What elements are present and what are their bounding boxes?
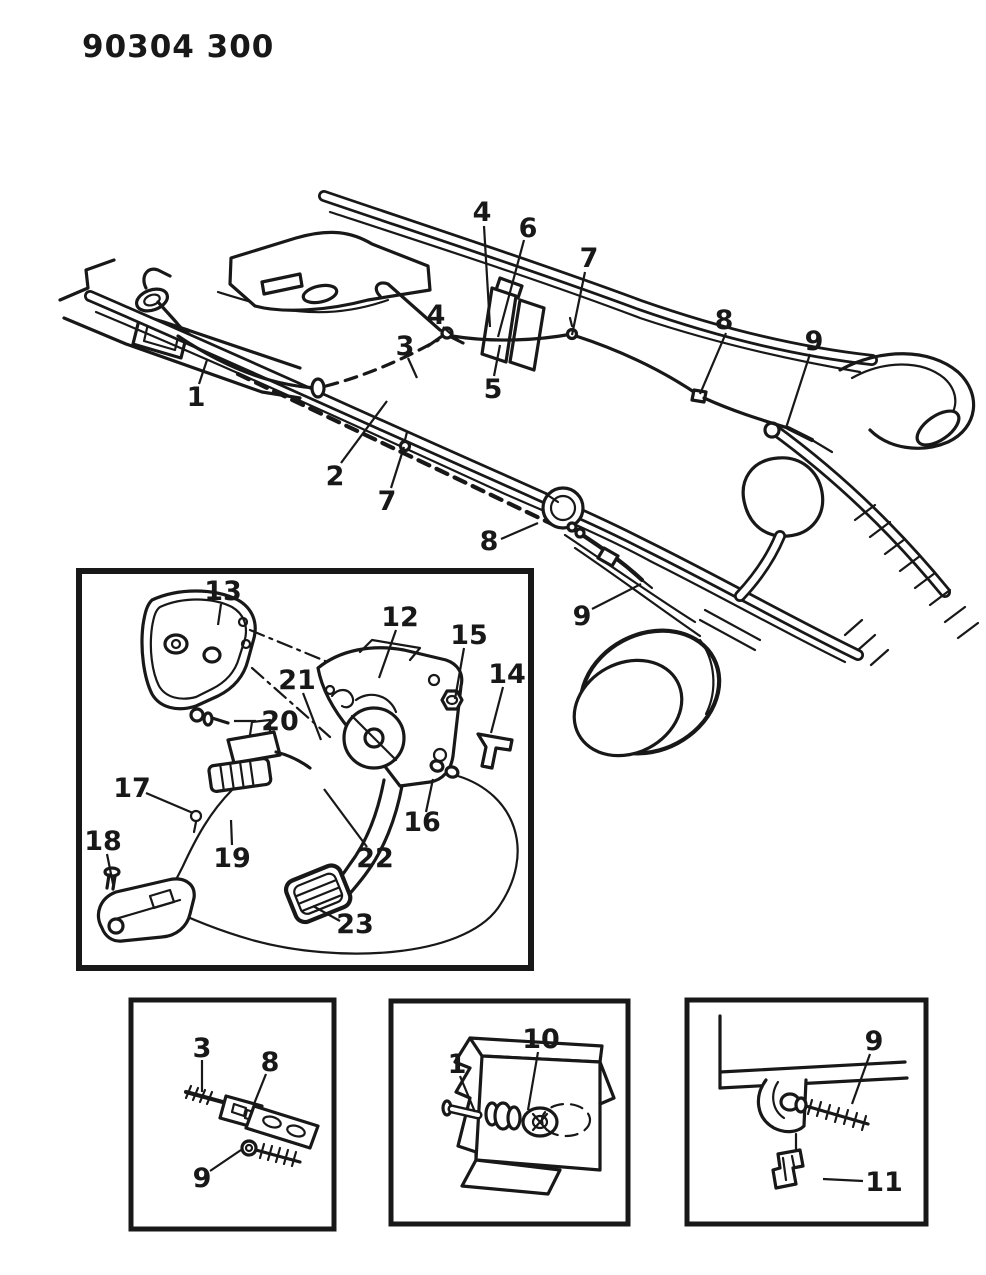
callout-box1-9: 9	[192, 1163, 212, 1194]
callout-4b: 4	[426, 300, 446, 331]
leader-14	[491, 687, 503, 733]
axle-housing	[740, 458, 823, 596]
retainer-clip	[773, 1150, 803, 1188]
callout-20: 20	[261, 706, 299, 737]
leader-17	[146, 793, 193, 813]
leader-19	[231, 820, 232, 845]
bracket-clip	[478, 734, 512, 768]
leader-9b	[592, 584, 641, 609]
callout-23: 23	[336, 909, 374, 940]
callout-box2-10: 10	[522, 1024, 560, 1055]
callout-box3-9: 9	[864, 1026, 884, 1057]
callout-19: 19	[213, 843, 251, 874]
mid-crossmember	[482, 278, 544, 370]
callout-box2-1: 1	[447, 1049, 467, 1080]
callout-12: 12	[381, 602, 419, 633]
callout-box1-3: 3	[192, 1033, 212, 1064]
callout-15: 15	[450, 620, 488, 651]
detail-right-callouts	[823, 1026, 903, 1198]
callout-6: 6	[518, 213, 538, 244]
callout-5: 5	[483, 374, 503, 405]
callout-2: 2	[325, 461, 345, 492]
brake-drum	[557, 607, 740, 777]
callout-8a: 8	[714, 305, 734, 336]
adjuster-bolt	[242, 1141, 300, 1166]
leader-box1-9	[210, 1150, 241, 1171]
callout-box1-8: 8	[260, 1047, 280, 1078]
callout-8b: 8	[479, 526, 499, 557]
callout-17: 17	[113, 773, 151, 804]
callout-14: 14	[488, 659, 526, 690]
nut	[442, 691, 462, 709]
leader-8b	[501, 523, 538, 539]
rear-frame-horn	[840, 354, 974, 452]
callout-21: 21	[278, 665, 316, 696]
callout-9b: 9	[572, 601, 592, 632]
leader-22	[324, 789, 367, 847]
hatch-ticks	[855, 505, 978, 638]
bolt-washer	[191, 709, 228, 725]
callout-22: 22	[356, 843, 394, 874]
adjuster-bracket	[246, 1106, 318, 1148]
leader-8a	[700, 333, 726, 394]
callout-7a: 7	[579, 243, 599, 274]
callout-9a: 9	[804, 326, 824, 357]
detail-left-drawing	[186, 1086, 318, 1166]
callout-box3-11: 11	[865, 1167, 903, 1198]
callout-18: 18	[84, 826, 122, 857]
leader-9a	[786, 354, 810, 428]
detail-middle-drawing	[443, 1038, 614, 1194]
callout-1: 1	[186, 382, 206, 413]
callout-16: 16	[403, 807, 441, 838]
leader-box1-8	[254, 1074, 266, 1104]
callout-7b: 7	[377, 486, 397, 517]
callout-13: 13	[204, 576, 242, 607]
front-crossmember	[230, 232, 430, 310]
callout-4a: 4	[472, 197, 492, 228]
leader-box3-11	[823, 1179, 863, 1181]
callout-3: 3	[395, 331, 415, 362]
rear-cable-left	[238, 374, 652, 588]
leader-7b	[391, 447, 404, 488]
figure-id: 90304 300	[82, 29, 275, 65]
